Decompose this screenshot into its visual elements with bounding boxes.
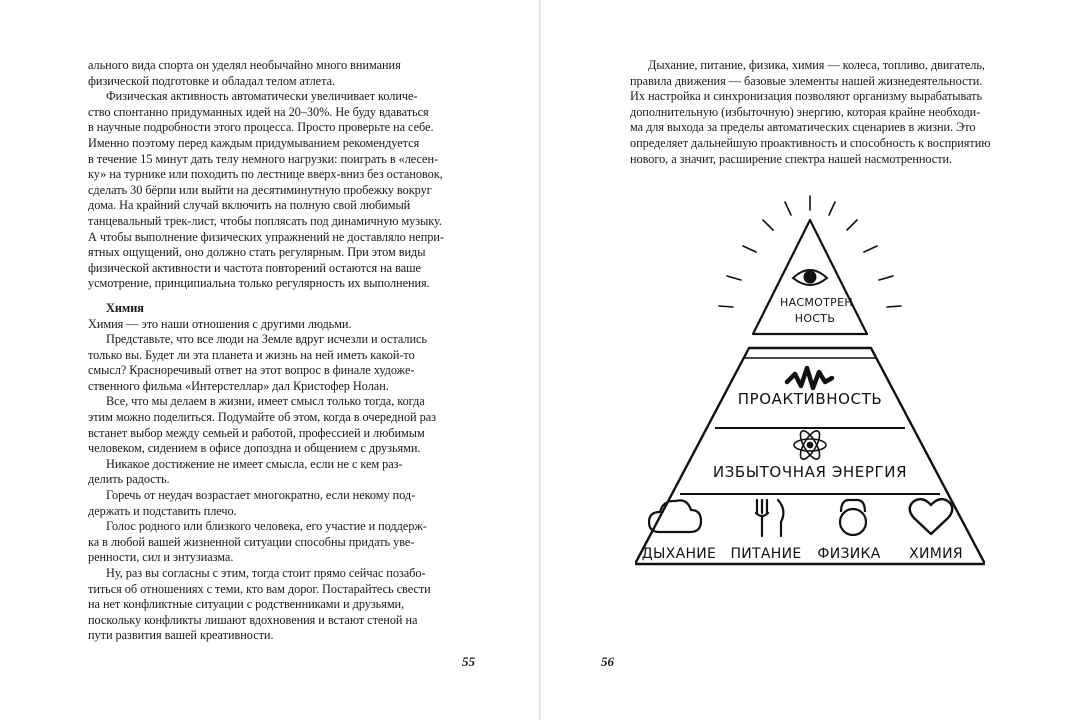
text-line: ственного фильма «Интерстеллар» дал Кристофер Нолан. (88, 378, 389, 393)
text-line: ренности, сил и энтузиазма. (88, 550, 234, 565)
text-line: только вы. Будет ли эта планета и жизнь на ней иметь какой-то (88, 347, 415, 362)
signal-wave-icon (787, 368, 832, 388)
text-line: определяет дальнейшую проактивность и способность к восприятию (630, 135, 991, 150)
fork-knife-icon (756, 500, 783, 536)
text-line: Химия — это наши отношения с другими людьми. (88, 316, 352, 331)
text-line: держать и подставить плечо. (88, 503, 237, 518)
text-line: ма для выхода за пределы автоматических сценариев в жизни. Это (630, 120, 976, 135)
text-line: Ну, раз вы согласны с этим, тогда стоит прямо сейчас позабо- (106, 566, 426, 580)
text-line: сделать 30 бёрпи или выйти на десятиминутную пробежку вокруг (88, 182, 432, 197)
text-line: ального вида спорта он уделял необычайно много внимания (88, 58, 401, 72)
right-text-lines (630, 58, 991, 167)
text-line: встанет выбор между семьей и работой, профессией и любимым (88, 425, 425, 440)
text-line: физической подготовке и обладал телом атлета. (88, 73, 335, 88)
text-line: Горечь от неудач возрастает многократно, если некому под- (106, 488, 416, 503)
text-line: Представьте, что все люди на Земле вдруг исчезли и остались (106, 332, 427, 347)
kettlebell-icon (840, 500, 866, 535)
text-line: делить радость. (88, 472, 170, 487)
text-line: усмотрение, принципиальна только регулярность их выполнения. (88, 276, 430, 291)
text-line: Именно поэтому перед каждым придумыванием рекомендуется (88, 135, 420, 150)
pyramid-tier-energy-label: ИЗБЫТОЧНАЯ ЭНЕРГИЯ (712, 463, 908, 481)
pyramid-diagram (635, 188, 985, 578)
pyramid-base-label-nutrition: ПИТАНИЕ (730, 546, 802, 562)
text-line: поскольку конфликты лишают вдохновения и встают стеной на (88, 612, 418, 627)
text-line: в течение 15 минут дать телу немного нагрузки: поиграть в «лесен- (88, 151, 439, 166)
page-number-right: 56 (601, 654, 614, 669)
text-line: на нет конфликтные ситуации с родственниками и друзьями, (88, 597, 405, 612)
left-page (0, 0, 539, 720)
text-line: в научные подробности этого процесса. Просто проверьте на себе. (88, 120, 434, 135)
right-page-text (630, 58, 991, 167)
text-line: смысл? Красноречивый ответ на этот вопрос в финале художе- (88, 363, 415, 378)
right-page (541, 0, 1080, 720)
text-line: человеком, сидением в офисе допоздна и общением с друзьями. (88, 441, 421, 456)
section-heading: Химия (106, 300, 144, 315)
text-line: нового, а значит, расширение спектра нашей насмотренности. (630, 151, 953, 166)
page-number-left: 55 (462, 654, 475, 669)
text-line: ка в любой вашей жизненной ситуации способны придать уве- (88, 534, 415, 549)
text-line: дополнительную (избыточную) энергию, которая крайне необходи- (630, 104, 981, 119)
text-line: этим можно поделиться. Подумайте об этом, когда в очередной раз (88, 410, 436, 425)
pyramid-base-label-physics: ФИЗИКА (817, 546, 881, 562)
pyramid-base-label-breathing: ДЫХАНИЕ (641, 546, 717, 562)
eye-icon (793, 270, 827, 285)
heart-icon (910, 499, 953, 534)
text-line: дома. На крайний случай включить на полную свой любимый (88, 198, 411, 213)
left-page-text (88, 58, 444, 644)
atom-icon (794, 428, 826, 462)
text-line: титься об отношениях с теми, кто вам дорог. Постарайтесь свести (88, 581, 431, 596)
pyramid-tier-proactivity-label: ПРОАКТИВНОСТЬ (737, 390, 883, 408)
pyramid-top-label-line2: НОСТЬ (794, 312, 836, 325)
left-text-after-heading (88, 317, 434, 644)
text-line: правила движения — базовые элементы нашей жизнедеятельности. (630, 73, 983, 88)
cloud-icon (649, 500, 701, 532)
text-line: ятных ощущений, оно должно стать регулярным. При этом виды (88, 245, 426, 260)
text-line: ку» на турнике или походить по лестнице вверх-вниз без остановок, (88, 167, 443, 182)
pyramid-base-label-chemistry: ХИМИЯ (909, 546, 963, 562)
text-line: Голос родного или близкого человека, его участие и поддерж- (106, 519, 427, 534)
text-line: Их настройка и синхронизация позволяют организму вырабатывать (630, 89, 983, 104)
text-line: Физическая активность автоматически увеличивает количе- (106, 89, 418, 104)
text-line: Дыхание, питание, физика, химия — колеса, топливо, двигатель, (648, 58, 985, 72)
text-line: Все, что мы делаем в жизни, имеет смысл только тогда, когда (106, 394, 425, 409)
text-line: А чтобы выполнение физических упражнений не доставляло непри- (88, 229, 444, 244)
text-line: ство спонтанно придуманных идей на 20–30%. Не буду вдаваться (88, 104, 429, 119)
text-line: пути развития вашей креативности. (88, 628, 274, 643)
text-line: физической активности и частота повторений остаются на ваше (88, 260, 421, 275)
pyramid-drawing (635, 188, 985, 578)
text-line: Никакое достижение не имеет смысла, если не с кем раз- (106, 456, 403, 471)
text-line: танцевальный трек-лист, чтобы поплясать под динамичную музыку. (88, 213, 442, 228)
pyramid-top-label-line1: НАСМОТРЕН (780, 296, 853, 309)
left-text-before-heading (88, 58, 444, 292)
